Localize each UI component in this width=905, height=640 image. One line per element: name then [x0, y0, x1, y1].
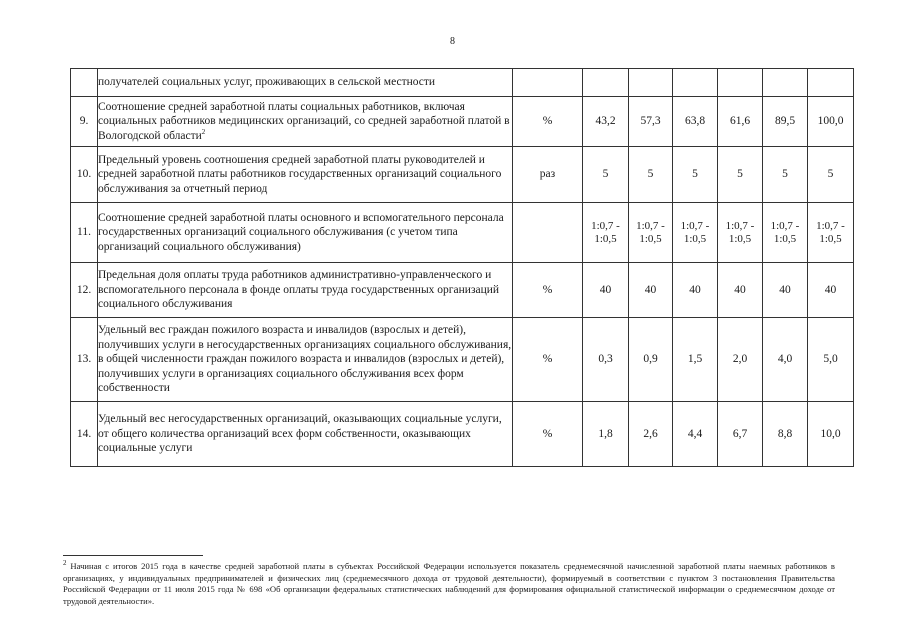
table-row [71, 318, 854, 402]
indicators-table [70, 68, 854, 467]
value-cell: 1:0,7 - 1:0,5 [629, 203, 673, 263]
row-number: 9. [71, 97, 98, 147]
table-row [71, 402, 854, 467]
row-unit: раз [513, 147, 583, 203]
footnote-text: Начиная с итогов 2015 года в качестве средней заработной платы в субъектах Российской Федерации используется показатель среднемесячной начисленной заработной платы наемных работников в организациях, у индивидуальных предпринимателей и физических лиц (среднемесячного дохода от трудовой деятельности), формируемый в соответствии с пунктом 3 постановления Правительства Российской Федерации от 11 июля 2015 года № 698 «Об организации федеральных статистических наблюдений для формирования официальной статистической информации о среднемесячном доходе от трудовой деятельности». [63, 561, 835, 606]
value-cell: 1:0,7 - 1:0,5 [808, 203, 854, 263]
value-cell: 2,6 [629, 402, 673, 467]
value-cell: 5 [673, 147, 718, 203]
row-number: 14. [71, 402, 98, 467]
row-description [98, 402, 513, 467]
value-cell: 5 [718, 147, 763, 203]
value-cell [583, 69, 629, 97]
row-unit [513, 69, 583, 97]
row-number: 10. [71, 147, 98, 203]
value-cell [763, 69, 808, 97]
row-number: 13. [71, 318, 98, 402]
value-cell: 10,0 [808, 402, 854, 467]
row-description-text: Предельная доля оплаты труда работников административно-управленческого и вспомогательного персонала в фонде оплаты труда государственных организаций социального обслуживания [98, 269, 500, 311]
value-cell: 4,4 [673, 402, 718, 467]
row-description-text: Соотношение средней заработной платы основного и вспомогательного персонала государственных организаций социального обслуживания (с учетом типа организаций социального обслуживания) [98, 211, 504, 253]
row-description [98, 203, 513, 263]
row-number [71, 69, 98, 97]
row-number: 11. [71, 203, 98, 263]
footnote-marker: 2 [63, 559, 67, 568]
value-cell: 1,5 [673, 318, 718, 402]
value-cell: 89,5 [763, 97, 808, 147]
value-cell [673, 69, 718, 97]
value-cell [629, 69, 673, 97]
value-cell: 8,8 [763, 402, 808, 467]
value-cell: 1:0,7 - 1:0,5 [763, 203, 808, 263]
table-row [71, 97, 854, 147]
value-cell: 40 [629, 263, 673, 318]
value-cell: 43,2 [583, 97, 629, 147]
row-unit [513, 203, 583, 263]
footnote-divider [63, 555, 203, 556]
table-row [71, 263, 854, 318]
footnote [63, 561, 835, 607]
row-description [98, 318, 513, 402]
row-description [98, 69, 513, 97]
value-cell: 0,3 [583, 318, 629, 402]
row-unit: % [513, 402, 583, 467]
row-description-text: получателей социальных услуг, проживающих в сельской местности [98, 76, 436, 89]
value-cell: 5 [629, 147, 673, 203]
value-cell: 2,0 [718, 318, 763, 402]
row-description-text: Предельный уровень соотношения средней заработной платы руководителей и средней заработной платы работников государственных организаций социального обслуживания за отчетный период [98, 153, 502, 195]
value-cell: 1:0,7 - 1:0,5 [583, 203, 629, 263]
row-description [98, 97, 513, 147]
page-number: 8 [450, 36, 455, 47]
row-number: 12. [71, 263, 98, 318]
row-unit: % [513, 263, 583, 318]
row-description [98, 263, 513, 318]
value-cell: 1:0,7 - 1:0,5 [673, 203, 718, 263]
value-cell: 61,6 [718, 97, 763, 147]
value-cell: 6,7 [718, 402, 763, 467]
value-cell: 40 [718, 263, 763, 318]
value-cell: 5 [808, 147, 854, 203]
value-cell [718, 69, 763, 97]
row-unit: % [513, 97, 583, 147]
row-description-text: Удельный вес граждан пожилого возраста и инвалидов (взрослых и детей), получивших услуги в негосударственных организациях социального обслуживания, в общей численности граждан пожилого возраста и инвалидов (взрослых и детей), получивших услуги в организациях социального обслуживания всех форм собственности [98, 324, 512, 395]
value-cell: 0,9 [629, 318, 673, 402]
value-cell: 40 [673, 263, 718, 318]
value-cell: 5,0 [808, 318, 854, 402]
value-cell: 40 [763, 263, 808, 318]
value-cell: 40 [583, 263, 629, 318]
value-cell: 63,8 [673, 97, 718, 147]
row-description-text: Соотношение средней заработной платы социальных работников, включая социальных работников медицинских организаций, со средней заработной платой в Вологодской области [98, 100, 510, 142]
value-cell: 57,3 [629, 97, 673, 147]
row-description-text: Удельный вес негосударственных организаций, оказывающих социальные услуги, от общего количества организаций всех форм собственности, оказывающих социальные услуги [98, 413, 502, 455]
value-cell [808, 69, 854, 97]
value-cell: 1,8 [583, 402, 629, 467]
value-cell: 100,0 [808, 97, 854, 147]
table-row [71, 203, 854, 263]
value-cell: 1:0,7 - 1:0,5 [718, 203, 763, 263]
value-cell: 4,0 [763, 318, 808, 402]
table-row [71, 69, 854, 97]
row-unit: % [513, 318, 583, 402]
value-cell: 5 [763, 147, 808, 203]
value-cell: 5 [583, 147, 629, 203]
table-row [71, 147, 854, 203]
value-cell: 40 [808, 263, 854, 318]
row-description [98, 147, 513, 203]
footnote-ref: 2 [201, 127, 206, 136]
